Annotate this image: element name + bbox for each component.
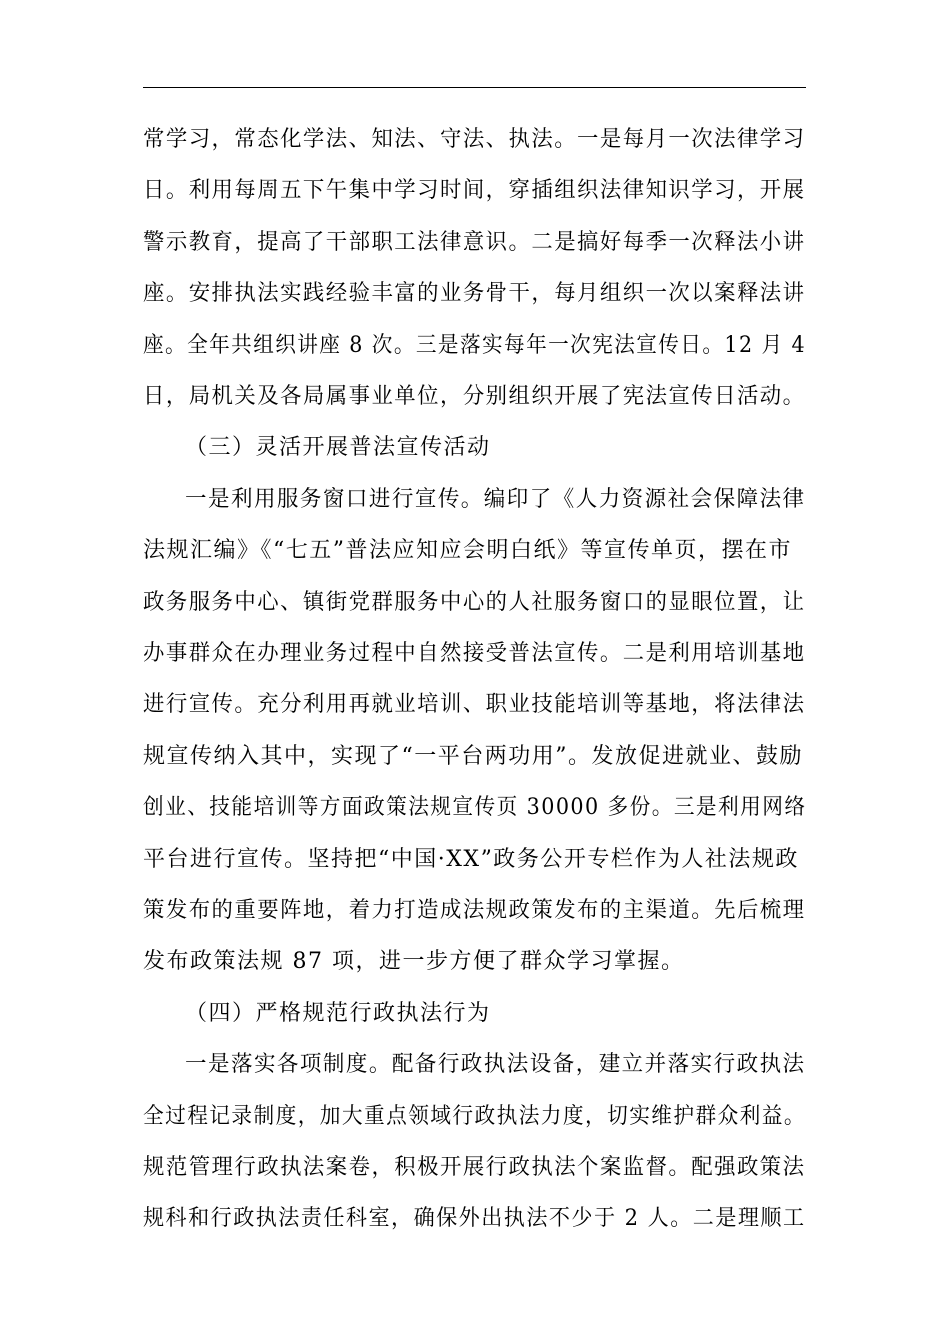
header-rule	[143, 87, 806, 88]
body-line: 规科和行政执法责任科室，确保外出执法不少于 2 人。二是理顺工	[143, 1206, 806, 1232]
section-heading: （三）灵活开展普法宣传活动	[185, 435, 491, 461]
section-heading: （四）严格规范行政执法行为	[185, 1000, 491, 1026]
body-line: 警示教育，提高了干部职工法律意识。二是搞好每季一次释法小讲	[143, 229, 806, 255]
body-line: 座。全年共组织讲座 8 次。三是落实每年一次宪法宣传日。12 月 4	[143, 332, 806, 358]
body-line: 全过程记录制度，加大重点领域行政执法力度，切实维护群众利益。	[143, 1103, 806, 1129]
body-line: 日。利用每周五下午集中学习时间，穿插组织法律知识学习，开展	[143, 178, 806, 204]
paragraph-first-line: 一是利用服务窗口进行宣传。编印了《人力资源社会保障法律	[185, 486, 806, 512]
body-line: 策发布的重要阵地，着力打造成法规政策发布的主渠道。先后梳理	[143, 898, 806, 923]
body-line: 创业、技能培训等方面政策法规宣传页 30000 多份。三是利用网络	[143, 795, 807, 821]
paragraph-first-line: 一是落实各项制度。配备行政执法设备，建立并落实行政执法	[185, 1052, 806, 1078]
body-line: 规宣传纳入其中，实现了“一平台两功用”。发放促进就业、鼓励	[143, 743, 803, 769]
body-line: 日，局机关及各局属事业单位，分别组织开展了宪法宣传日活动。	[143, 384, 806, 409]
body-line: 法规汇编》《“七五”普法应知应会明白纸》等宣传单页，摆在市	[143, 538, 792, 564]
body-line: 常学习，常态化学法、知法、守法、执法。一是每月一次法律学习	[143, 127, 806, 152]
body-line: 发布政策法规 87 项，进一步方便了群众学习掌握。	[143, 949, 685, 975]
body-line: 平台进行宣传。坚持把“中国·XX”政务公开专栏作为人社法规政	[143, 846, 799, 872]
body-line: 规范管理行政执法案卷，积极开展行政执法个案监督。配强政策法	[143, 1155, 806, 1180]
body-line: 进行宣传。充分利用再就业培训、职业技能培训等基地，将法律法	[143, 692, 806, 718]
body-line: 政务服务中心、镇街党群服务中心的人社服务窗口的显眼位置，让	[143, 589, 806, 615]
body-line: 办事群众在办理业务过程中自然接受普法宣传。二是利用培训基地	[143, 641, 806, 666]
body-line: 座。安排执法实践经验丰富的业务骨干，每月组织一次以案释法讲	[143, 281, 806, 307]
